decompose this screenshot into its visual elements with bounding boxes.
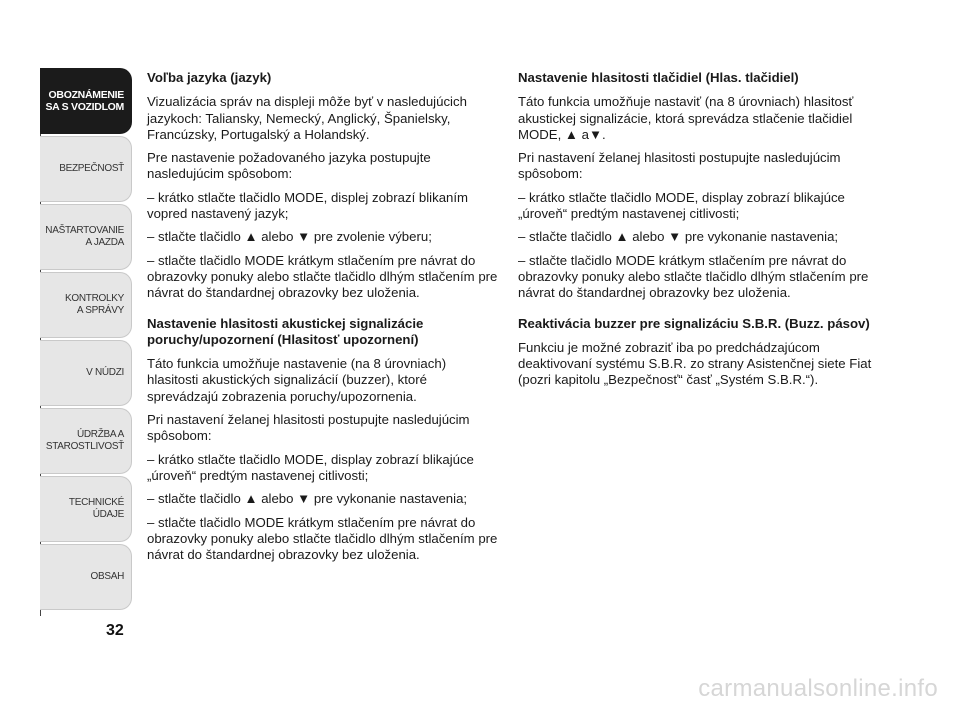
paragraph: Pre nastavenie požadovaného jazyka postupujte nasledujúcim spôsobom: [147,150,431,182]
paragraph: – krátko stlačte tlačidlo MODE, displej zobrazí blikaním vopred nastavený jazyk; [147,189,469,222]
paragraph: – stlačte tlačidlo MODE krátkym stlačením pre návrat do obrazovky ponuky alebo stlačte tlačidlo dlhým stlačením pre návrat do štandardnej obrazovky bez uloženia. [147,514,498,563]
paragraph: Pri nastavení želanej hlasitosti postupujte nasledujúcim spôsobom: [147,412,470,444]
tab-v-nudzi[interactable]: V NÚDZI [40,340,132,406]
section-title-sbr-buzzer: Reaktivácia buzzer pre signalizáciu S.B.R. (Buzz. pásov) [518,315,870,331]
section-title-warning-volume: Nastavenie hlasitosti akustickej signalizácie poruchy/upozornení (Hlasitosť upozornení) [147,315,424,347]
left-column [147,70,499,570]
paragraph: – krátko stlačte tlačidlo MODE, display zobrazí blikajúce „úroveň“ predtým nastavenej citlivosti; [147,451,474,483]
chapter-tabs [40,68,134,612]
watermark: carmanualsonline.info [698,675,938,702]
paragraph: Funkciu je možné zobraziť iba po predchádzajúcom deaktivovaní systému S.B.R. zo strany Asistenčnej siete Fiat (pozri kapitolu „Bezpečnosť“ časť „Systém S.B.R.“). [518,339,872,388]
tab-udrzba[interactable]: ÚDRŽBA A STAROSTLIVOSŤ [40,408,132,474]
tab-kontrolky[interactable]: KONTROLKY A SPRÁVY [40,272,132,338]
paragraph: – stlačte tlačidlo ▲ alebo ▼ pre vykonanie nastavenia; [147,491,468,507]
paragraph: – stlačte tlačidlo ▲ alebo ▼ pre zvolenie výberu; [147,229,432,245]
paragraph: Vizualizácia správ na displeji môže byť v nasledujúcich jazykoch: Taliansky, Nemecký, Anglický, Španielsky, Francúzsky, Portugalský a Holandský. [147,94,467,142]
paragraph: Táto funkcia umožňuje nastaviť (na 8 úrovniach) hlasitosť akustickej signalizácie, ktorá sprevádza stlačenie tlačidiel MODE, ▲ a▼. [518,94,854,142]
right-column [518,70,878,396]
tab-bezpecnost[interactable]: BEZPEČNOSŤ [40,136,132,202]
tab-obsah[interactable]: OBSAH [40,544,132,610]
paragraph: – stlačte tlačidlo ▲ alebo ▼ pre vykonanie nastavenia; [518,229,839,245]
paragraph: Pri nastavení želanej hlasitosti postupujte nasledujúcim spôsobom: [518,150,841,182]
paragraph: – krátko stlačte tlačidlo MODE, display zobrazí blikajúce „úroveň“ predtým nastavenej citlivosti; [518,189,845,222]
section-title-button-volume: Nastavenie hlasitosti tlačidiel (Hlas. tlačidiel) [518,70,799,85]
tab-technicke-udaje[interactable]: TECHNICKÉ ÚDAJE [40,476,132,542]
tab-oboznamenie[interactable]: OBOZNÁMENIE SA S VOZIDLOM [40,68,132,134]
section-title-language: Voľba jazyka (jazyk) [147,70,272,85]
page-number: 32 [106,622,124,639]
tab-nastartovanie[interactable]: NAŠTARTOVANIE A JAZDA [40,204,132,270]
paragraph: – stlačte tlačidlo MODE krátkym stlačením pre návrat do obrazovky ponuky alebo stlačte tlačidlo dlhým stlačením pre návrat do štandardnej obrazovky bez uloženia. [147,252,498,301]
paragraph: – stlačte tlačidlo MODE krátkym stlačením pre návrat do obrazovky ponuky alebo stlačte tlačidlo dlhým stlačením pre návrat do štandardnej obrazovky bez uloženia. [518,252,869,301]
paragraph: Táto funkcia umožňuje nastavenie (na 8 úrovniach) hlasitosti akustických signalizácií (buzzer), ktoré sprevádzajú zobrazenia poruchy/upozornenia. [147,356,447,404]
